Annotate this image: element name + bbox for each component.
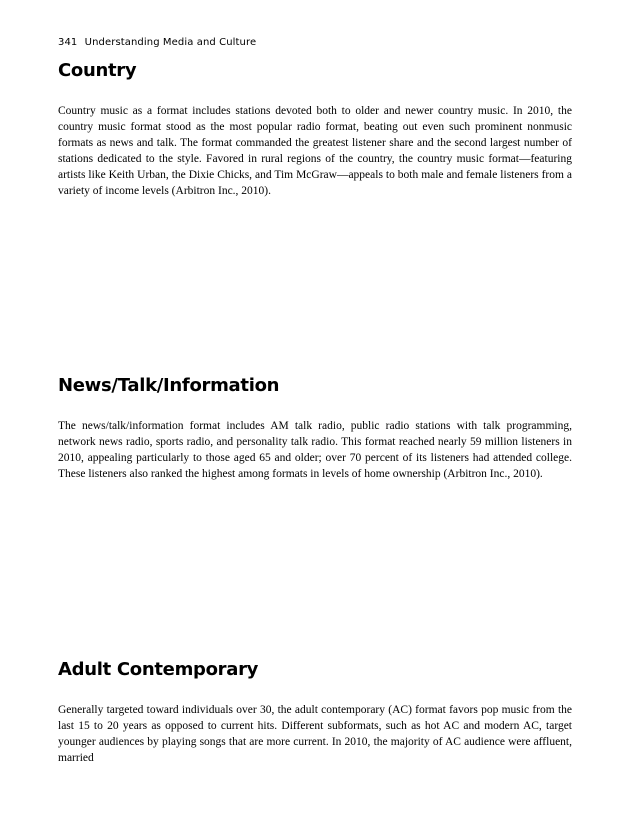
section-paragraph-news-talk-information: The news/talk/information format includes AM talk radio, public radio stations with talk programming, network news radio, sports radio, and personality talk radio. This format reached nearly 59 million listeners in 2010, appealing particularly to those aged 65 and older; over 70 percent of its listeners had attended college. These listeners also ranked the highest among formats in levels of home ownership (Arbitron Inc., 2010). (58, 420, 572, 480)
section-title-adult-contemporary: Adult Contemporary (58, 659, 259, 680)
section-paragraph-adult-contemporary: Generally targeted toward individuals over 30, the adult contemporary (AC) format favors pop music from the last 15 to 20 years as opposed to current hits. Different subformats, such as hot AC and modern AC, target younger audiences by playing songs that are more current. In 2010, the majority of AC audience were affluent, married (58, 704, 572, 764)
section-paragraph-country: Country music as a format includes stations devoted both to older and newer country music. In 2010, the country music format stood as the most popular radio format, beating out even such prominent nonmusic formats as news and talk. The format commanded the greatest listener share and the second largest number of stations dedicated to the style. Favored in rural regions of the country, the country music format—featuring artists like Keith Urban, the Dixie Chicks, and Tim McGraw—appeals to both male and female listeners from a variety of income levels (Arbitron Inc., 2010). (58, 105, 572, 197)
section-title-country: Country (58, 60, 137, 81)
page-header (58, 37, 256, 48)
section-title-news-talk-information: News/Talk/Information (58, 375, 280, 396)
page-number: 341 (58, 37, 78, 48)
book-title: Understanding Media and Culture (84, 37, 257, 48)
